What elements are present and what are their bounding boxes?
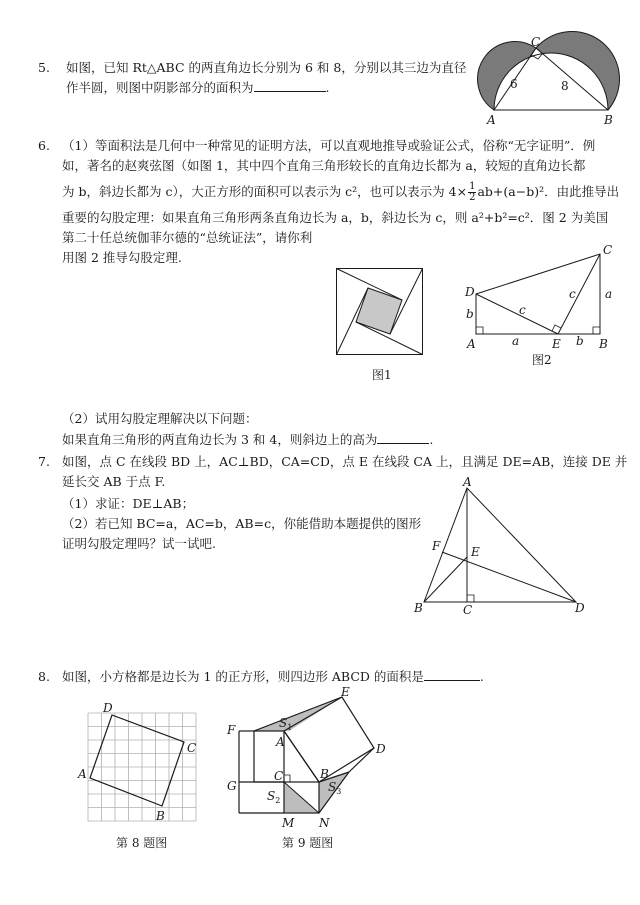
q6-fig2-label-c-right: c — [569, 287, 576, 301]
q7-label-b: B — [414, 601, 423, 615]
q6-part2-line2: 如果直角三角形的两直角边长为 3 和 4，则斜边上的高为 . — [62, 432, 434, 447]
q6-answer-blank[interactable] — [377, 443, 429, 444]
q5-figure — [478, 35, 618, 128]
q6-number: 6. — [38, 138, 50, 153]
q6-fig2 — [462, 243, 622, 356]
q7-label-a: A — [463, 475, 472, 489]
q6-fig2-label-a-bottom: a — [512, 334, 520, 348]
q7-label-d: D — [575, 601, 585, 615]
q8-fig8-caption: 第 8 题图 — [116, 836, 168, 850]
q7-line2: 延长交 AB 于点 F. — [62, 474, 166, 489]
q9-label-f: F — [227, 723, 236, 737]
q6-fig2-label-d: D — [465, 285, 475, 299]
q6-line6: 用图 2 推导勾股定理. — [62, 250, 182, 265]
q6-fig2-label-b-bottom: b — [576, 334, 584, 348]
q6-line2: 如，著名的赵爽弦图（如图 1，其中四个直角三角形较长的直角边长都为 a，较短的直角边长都 — [62, 158, 586, 173]
q7-number: 7. — [38, 454, 50, 469]
q9-label-n: N — [319, 816, 330, 830]
q5-line2: 作半圆，则图中阴影部分的面积为 . — [66, 80, 330, 95]
q9-label-g: G — [227, 779, 237, 793]
q6-fig1-caption: 图1 — [372, 368, 392, 382]
q6-fig2-label-e: E — [552, 337, 561, 351]
q7-figure — [410, 475, 590, 618]
q5-line1: 如图，已知 Rt△ABC 的两直角边长分别为 6 和 8，分别以其三边为直径 — [66, 60, 467, 75]
q5-label-b: B — [604, 113, 613, 127]
q5-label-8: 8 — [561, 79, 569, 93]
q7-label-c: C — [463, 603, 473, 617]
q8-label-c: C — [187, 741, 197, 755]
q9-label-e: E — [341, 685, 350, 699]
q7-label-e: E — [471, 545, 480, 559]
q7-line3: （1）求证：DE⊥AB； — [62, 496, 195, 511]
q9-label-s3: $S_3$ — [328, 780, 342, 796]
q8-quadrilateral — [90, 715, 184, 806]
q9-label-a: A — [276, 735, 285, 749]
q5-label-6: 6 — [510, 77, 518, 91]
q6-fraction: $\frac{1}{2}$ — [469, 181, 476, 203]
q6-fig1 — [336, 268, 424, 356]
q9-label-b: B — [320, 767, 329, 781]
q8-line1: 如图，小方格都是边长为 1 的正方形，则四边形 ABCD 的面积是 . — [62, 669, 484, 684]
q6-fig2-label-c-pt: C — [603, 243, 613, 257]
q6-fig2-label-b-pt: B — [599, 337, 608, 351]
q8-fig8 — [74, 700, 204, 825]
q5-label-a: A — [487, 113, 496, 127]
q8-fig9-caption: 第 9 题图 — [282, 836, 334, 850]
q6-fig2-label-c-mid: c — [519, 303, 526, 317]
q8-answer-blank[interactable] — [424, 680, 480, 681]
q5-number: 5. — [38, 60, 50, 75]
q6-fig2-label-a-pt: A — [467, 337, 476, 351]
q9-label-m: M — [282, 816, 295, 830]
q6-part2-line1: （2）试用勾股定理解决以下问题： — [62, 411, 258, 426]
q6-line1: （1）等面积法是几何中一种常见的证明方法，可以直观地推导或验证公式，俗称“无字证明”．例 — [62, 138, 596, 153]
q9-label-s1: $S_1$ — [279, 716, 293, 732]
q7-line4: （2）若已知 BC=a，AC=b，AB=c，你能借助本题提供的图形 — [62, 516, 422, 531]
q9-label-c: C — [274, 769, 284, 783]
q6-line4: 重要的勾股定理：如果直角三角形两条直角边长为 a，b，斜边长为 c，则 a²+b²=c²．图 2 为美国 — [62, 210, 609, 225]
q9-label-s2: $S_2$ — [267, 789, 281, 805]
q6-fig2-caption: 图2 — [532, 353, 552, 367]
q7-line1: 如图，点 C 在线段 BD 上，AC⊥BD，CA=CD，点 E 在线段 CA 上，且满足 DE=AB，连接 DE 并 — [62, 454, 628, 469]
q8-label-b: B — [156, 809, 165, 823]
q8-label-d: D — [103, 701, 113, 715]
q8-fig9 — [224, 686, 394, 836]
q6-fig2-label-b-left: b — [466, 307, 474, 321]
q8-number: 8. — [38, 669, 50, 684]
q9-label-d: D — [376, 742, 386, 756]
q8-label-a: A — [78, 767, 87, 781]
q7-label-f: F — [432, 539, 441, 553]
q6-line5: 第二十任总统伽菲尔德的“总统证法”，请你利 — [62, 230, 313, 245]
q5-answer-blank[interactable] — [254, 91, 326, 92]
q6-fig2-label-a-right: a — [605, 287, 613, 301]
q5-label-c: C — [531, 35, 541, 49]
q6-line3: 为 b，斜边长都为 c），大正方形的面积可以表示为 c²，也可以表示为 4× $\frac{1}{2}$ ab+(a−b)²．由此推导出 — [62, 181, 620, 203]
q7-line5: 证明勾股定理吗？试一试吧. — [62, 536, 216, 551]
